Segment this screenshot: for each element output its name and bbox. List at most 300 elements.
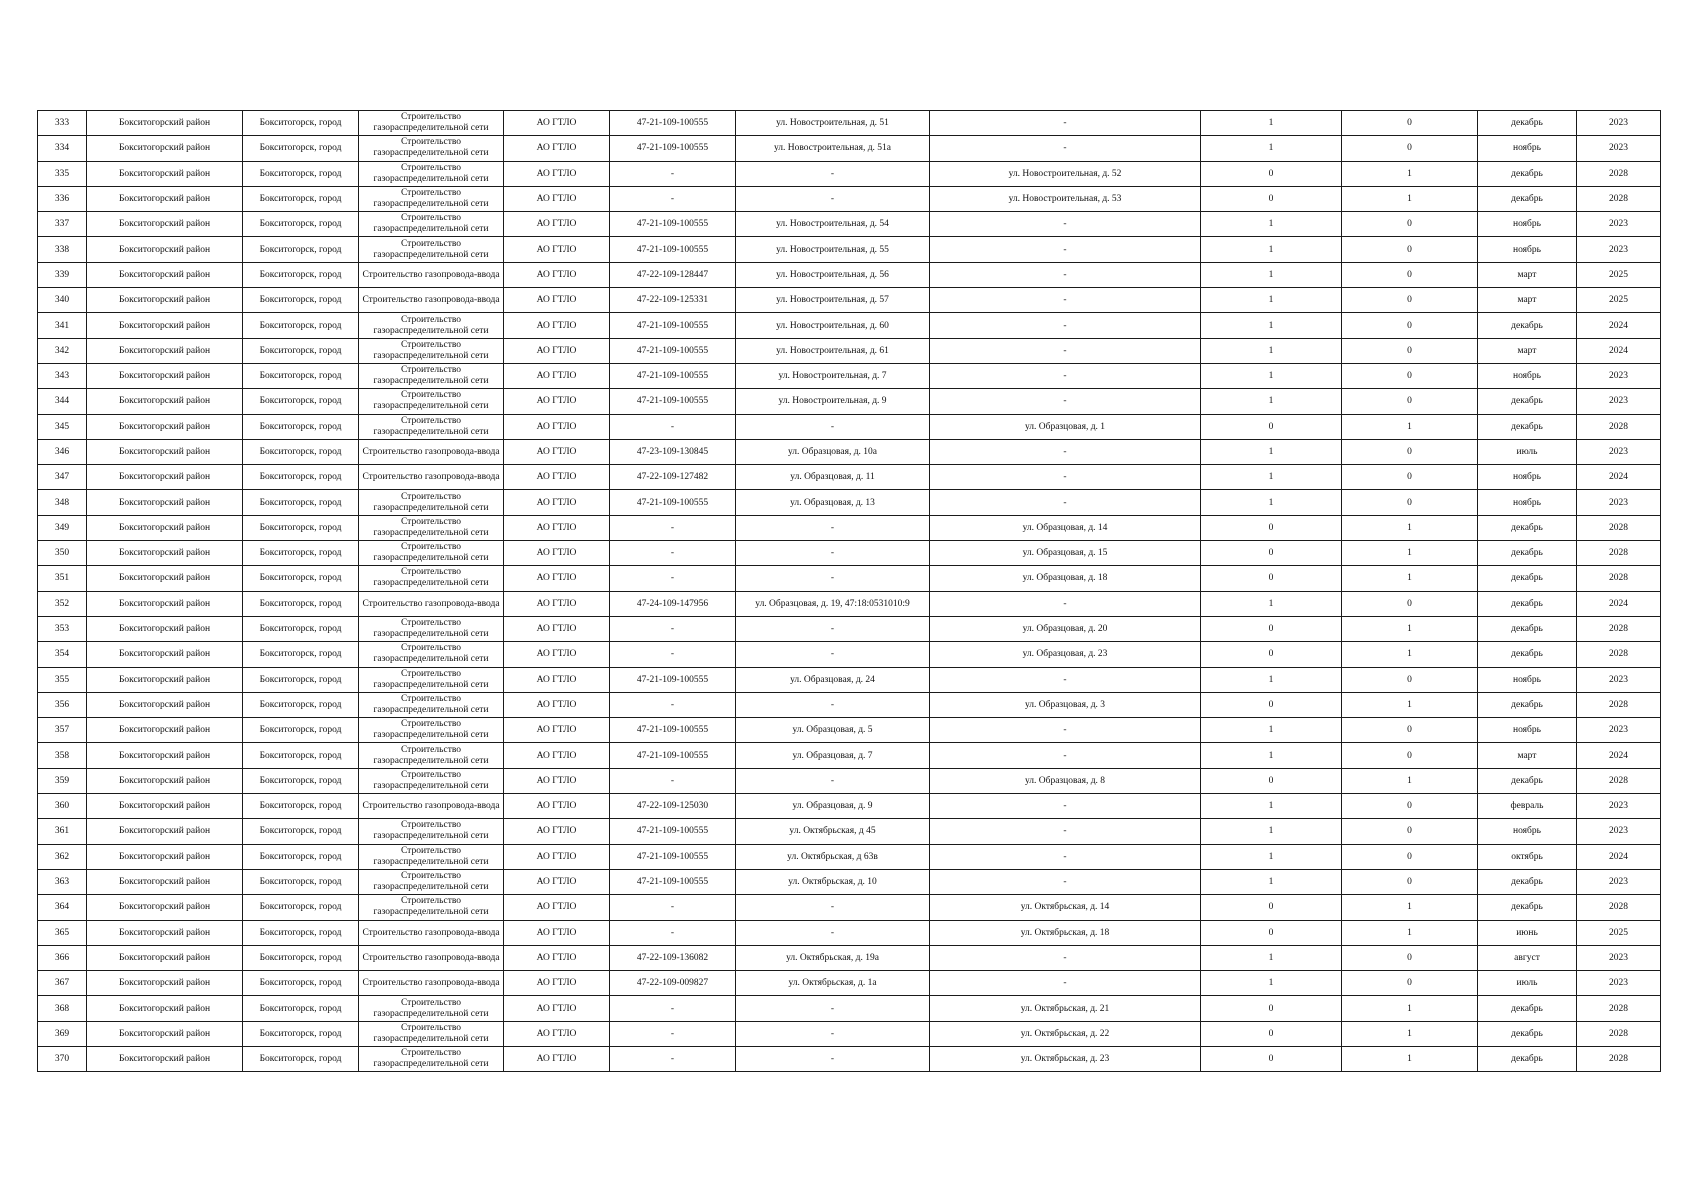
table-row bbox=[38, 743, 1661, 768]
organization-cell: АО ГТЛО bbox=[504, 389, 610, 414]
row-number-cell: 336 bbox=[38, 186, 87, 211]
registry-number-cell: 47-21-109-100555 bbox=[610, 743, 736, 768]
address-planned-cell: - bbox=[930, 971, 1201, 996]
year-cell: 2024 bbox=[1577, 313, 1661, 338]
work-type-cell: Строительство газораспределительной сети bbox=[359, 566, 504, 591]
settlement-cell: Бокситогорск, город bbox=[243, 136, 359, 161]
address-connected-cell: ул. Новостроительная, д. 54 bbox=[736, 212, 930, 237]
settlement-cell: Бокситогорск, город bbox=[243, 186, 359, 211]
table-row bbox=[38, 591, 1661, 616]
registry-number-cell: 47-21-109-100555 bbox=[610, 237, 736, 262]
count-planned-cell: 1 bbox=[1342, 541, 1478, 566]
month-cell: ноябрь bbox=[1478, 237, 1577, 262]
count-connected-cell: 0 bbox=[1201, 996, 1342, 1021]
work-type-cell: Строительство газораспределительной сети bbox=[359, 161, 504, 186]
work-type-cell: Строительство газораспределительной сети bbox=[359, 718, 504, 743]
count-planned-cell: 1 bbox=[1342, 768, 1478, 793]
month-cell: ноябрь bbox=[1478, 819, 1577, 844]
table-row bbox=[38, 996, 1661, 1021]
count-planned-cell: 1 bbox=[1342, 996, 1478, 1021]
count-planned-cell: 0 bbox=[1342, 743, 1478, 768]
settlement-cell: Бокситогорск, город bbox=[243, 212, 359, 237]
year-cell: 2028 bbox=[1577, 161, 1661, 186]
row-number-cell: 357 bbox=[38, 718, 87, 743]
work-type-cell: Строительство газораспределительной сети bbox=[359, 869, 504, 894]
year-cell: 2028 bbox=[1577, 1046, 1661, 1071]
row-number-cell: 363 bbox=[38, 869, 87, 894]
table-row bbox=[38, 920, 1661, 945]
registry-number-cell: - bbox=[610, 768, 736, 793]
settlement-cell: Бокситогорск, город bbox=[243, 490, 359, 515]
row-number-cell: 350 bbox=[38, 541, 87, 566]
count-connected-cell: 1 bbox=[1201, 237, 1342, 262]
registry-number-cell: - bbox=[610, 616, 736, 641]
month-cell: декабрь bbox=[1478, 768, 1577, 793]
count-connected-cell: 1 bbox=[1201, 819, 1342, 844]
organization-cell: АО ГТЛО bbox=[504, 920, 610, 945]
registry-number-cell: 47-21-109-100555 bbox=[610, 389, 736, 414]
registry-number-cell: - bbox=[610, 186, 736, 211]
organization-cell: АО ГТЛО bbox=[504, 1046, 610, 1071]
count-connected-cell: 0 bbox=[1201, 186, 1342, 211]
settlement-cell: Бокситогорск, город bbox=[243, 743, 359, 768]
count-planned-cell: 0 bbox=[1342, 288, 1478, 313]
month-cell: декабрь bbox=[1478, 1046, 1577, 1071]
table-row bbox=[38, 186, 1661, 211]
registry-number-cell: - bbox=[610, 895, 736, 920]
row-number-cell: 337 bbox=[38, 212, 87, 237]
year-cell: 2023 bbox=[1577, 237, 1661, 262]
registry-number-cell: 47-23-109-130845 bbox=[610, 439, 736, 464]
row-number-cell: 335 bbox=[38, 161, 87, 186]
year-cell: 2028 bbox=[1577, 1021, 1661, 1046]
settlement-cell: Бокситогорск, город bbox=[243, 692, 359, 717]
count-connected-cell: 1 bbox=[1201, 111, 1342, 136]
table-row bbox=[38, 541, 1661, 566]
district-cell: Бокситогорский район bbox=[87, 743, 243, 768]
count-connected-cell: 1 bbox=[1201, 490, 1342, 515]
year-cell: 2023 bbox=[1577, 389, 1661, 414]
count-connected-cell: 0 bbox=[1201, 692, 1342, 717]
address-connected-cell: - bbox=[736, 768, 930, 793]
district-cell: Бокситогорский район bbox=[87, 111, 243, 136]
district-cell: Бокситогорский район bbox=[87, 616, 243, 641]
table-row bbox=[38, 869, 1661, 894]
address-planned-cell: ул. Образцовая, д. 1 bbox=[930, 414, 1201, 439]
month-cell: декабрь bbox=[1478, 1021, 1577, 1046]
work-type-cell: Строительство газопровода-ввода bbox=[359, 262, 504, 287]
organization-cell: АО ГТЛО bbox=[504, 490, 610, 515]
district-cell: Бокситогорский район bbox=[87, 819, 243, 844]
organization-cell: АО ГТЛО bbox=[504, 111, 610, 136]
work-type-cell: Строительство газораспределительной сети bbox=[359, 1046, 504, 1071]
address-connected-cell: - bbox=[736, 642, 930, 667]
count-connected-cell: 1 bbox=[1201, 743, 1342, 768]
address-planned-cell: - bbox=[930, 844, 1201, 869]
work-type-cell: Строительство газопровода-ввода bbox=[359, 971, 504, 996]
work-type-cell: Строительство газораспределительной сети bbox=[359, 1021, 504, 1046]
organization-cell: АО ГТЛО bbox=[504, 844, 610, 869]
organization-cell: АО ГТЛО bbox=[504, 212, 610, 237]
district-cell: Бокситогорский район bbox=[87, 212, 243, 237]
district-cell: Бокситогорский район bbox=[87, 363, 243, 388]
year-cell: 2025 bbox=[1577, 288, 1661, 313]
settlement-cell: Бокситогорск, город bbox=[243, 718, 359, 743]
settlement-cell: Бокситогорск, город bbox=[243, 439, 359, 464]
count-planned-cell: 0 bbox=[1342, 844, 1478, 869]
table-row bbox=[38, 515, 1661, 540]
month-cell: декабрь bbox=[1478, 414, 1577, 439]
table-row bbox=[38, 1046, 1661, 1071]
address-connected-cell: ул. Новостроительная, д. 57 bbox=[736, 288, 930, 313]
month-cell: ноябрь bbox=[1478, 718, 1577, 743]
organization-cell: АО ГТЛО bbox=[504, 439, 610, 464]
table-row bbox=[38, 667, 1661, 692]
year-cell: 2023 bbox=[1577, 945, 1661, 970]
settlement-cell: Бокситогорск, город bbox=[243, 262, 359, 287]
address-planned-cell: - bbox=[930, 465, 1201, 490]
work-type-cell: Строительство газораспределительной сети bbox=[359, 338, 504, 363]
count-connected-cell: 0 bbox=[1201, 768, 1342, 793]
address-connected-cell: - bbox=[736, 996, 930, 1021]
year-cell: 2023 bbox=[1577, 111, 1661, 136]
table-row bbox=[38, 161, 1661, 186]
work-type-cell: Строительство газораспределительной сети bbox=[359, 237, 504, 262]
year-cell: 2023 bbox=[1577, 794, 1661, 819]
count-connected-cell: 1 bbox=[1201, 389, 1342, 414]
address-connected-cell: - bbox=[736, 414, 930, 439]
count-connected-cell: 1 bbox=[1201, 313, 1342, 338]
count-planned-cell: 1 bbox=[1342, 414, 1478, 439]
settlement-cell: Бокситогорск, город bbox=[243, 616, 359, 641]
year-cell: 2028 bbox=[1577, 768, 1661, 793]
address-planned-cell: ул. Новостроительная, д. 53 bbox=[930, 186, 1201, 211]
district-cell: Бокситогорский район bbox=[87, 1021, 243, 1046]
work-type-cell: Строительство газопровода-ввода bbox=[359, 288, 504, 313]
address-planned-cell: - bbox=[930, 237, 1201, 262]
work-type-cell: Строительство газораспределительной сети bbox=[359, 363, 504, 388]
row-number-cell: 361 bbox=[38, 819, 87, 844]
address-connected-cell: ул. Октябрьская, д. 1а bbox=[736, 971, 930, 996]
count-planned-cell: 0 bbox=[1342, 794, 1478, 819]
district-cell: Бокситогорский район bbox=[87, 591, 243, 616]
work-type-cell: Строительство газораспределительной сети bbox=[359, 844, 504, 869]
settlement-cell: Бокситогорск, город bbox=[243, 288, 359, 313]
address-connected-cell: ул. Новостроительная, д. 51а bbox=[736, 136, 930, 161]
year-cell: 2023 bbox=[1577, 439, 1661, 464]
count-planned-cell: 0 bbox=[1342, 667, 1478, 692]
table-row bbox=[38, 414, 1661, 439]
month-cell: декабрь bbox=[1478, 566, 1577, 591]
address-planned-cell: ул. Октябрьская, д. 22 bbox=[930, 1021, 1201, 1046]
count-planned-cell: 1 bbox=[1342, 895, 1478, 920]
row-number-cell: 364 bbox=[38, 895, 87, 920]
count-connected-cell: 1 bbox=[1201, 971, 1342, 996]
count-connected-cell: 1 bbox=[1201, 212, 1342, 237]
count-connected-cell: 0 bbox=[1201, 161, 1342, 186]
registry-number-cell: 47-21-109-100555 bbox=[610, 136, 736, 161]
district-cell: Бокситогорский район bbox=[87, 136, 243, 161]
table-row bbox=[38, 490, 1661, 515]
count-planned-cell: 1 bbox=[1342, 616, 1478, 641]
count-planned-cell: 1 bbox=[1342, 515, 1478, 540]
settlement-cell: Бокситогорск, город bbox=[243, 971, 359, 996]
row-number-cell: 341 bbox=[38, 313, 87, 338]
schedule-table bbox=[37, 110, 1661, 1072]
month-cell: август bbox=[1478, 945, 1577, 970]
address-planned-cell: - bbox=[930, 338, 1201, 363]
work-type-cell: Строительство газораспределительной сети bbox=[359, 895, 504, 920]
month-cell: декабрь bbox=[1478, 895, 1577, 920]
registry-number-cell: 47-22-109-136082 bbox=[610, 945, 736, 970]
registry-number-cell: 47-21-109-100555 bbox=[610, 338, 736, 363]
table-row bbox=[38, 237, 1661, 262]
year-cell: 2023 bbox=[1577, 971, 1661, 996]
registry-number-cell: - bbox=[610, 541, 736, 566]
row-number-cell: 370 bbox=[38, 1046, 87, 1071]
count-connected-cell: 1 bbox=[1201, 136, 1342, 161]
registry-number-cell: 47-21-109-100555 bbox=[610, 869, 736, 894]
registry-number-cell: 47-21-109-100555 bbox=[610, 844, 736, 869]
organization-cell: АО ГТЛО bbox=[504, 515, 610, 540]
registry-number-cell: - bbox=[610, 1021, 736, 1046]
row-number-cell: 346 bbox=[38, 439, 87, 464]
address-planned-cell: ул. Новостроительная, д. 52 bbox=[930, 161, 1201, 186]
count-planned-cell: 0 bbox=[1342, 490, 1478, 515]
district-cell: Бокситогорский район bbox=[87, 161, 243, 186]
registry-number-cell: - bbox=[610, 414, 736, 439]
district-cell: Бокситогорский район bbox=[87, 945, 243, 970]
row-number-cell: 367 bbox=[38, 971, 87, 996]
address-connected-cell: - bbox=[736, 895, 930, 920]
month-cell: ноябрь bbox=[1478, 667, 1577, 692]
row-number-cell: 362 bbox=[38, 844, 87, 869]
row-number-cell: 334 bbox=[38, 136, 87, 161]
settlement-cell: Бокситогорск, город bbox=[243, 920, 359, 945]
count-planned-cell: 0 bbox=[1342, 945, 1478, 970]
settlement-cell: Бокситогорск, город bbox=[243, 667, 359, 692]
address-connected-cell: ул. Образцовая, д. 5 bbox=[736, 718, 930, 743]
row-number-cell: 345 bbox=[38, 414, 87, 439]
work-type-cell: Строительство газораспределительной сети bbox=[359, 616, 504, 641]
organization-cell: АО ГТЛО bbox=[504, 718, 610, 743]
registry-number-cell: 47-24-109-147956 bbox=[610, 591, 736, 616]
table-row bbox=[38, 616, 1661, 641]
address-connected-cell: - bbox=[736, 515, 930, 540]
address-planned-cell: - bbox=[930, 743, 1201, 768]
work-type-cell: Строительство газораспределительной сети bbox=[359, 186, 504, 211]
row-number-cell: 338 bbox=[38, 237, 87, 262]
work-type-cell: Строительство газораспределительной сети bbox=[359, 768, 504, 793]
year-cell: 2023 bbox=[1577, 363, 1661, 388]
district-cell: Бокситогорский район bbox=[87, 338, 243, 363]
month-cell: июль bbox=[1478, 439, 1577, 464]
district-cell: Бокситогорский район bbox=[87, 1046, 243, 1071]
organization-cell: АО ГТЛО bbox=[504, 869, 610, 894]
registry-number-cell: - bbox=[610, 566, 736, 591]
settlement-cell: Бокситогорск, город bbox=[243, 465, 359, 490]
year-cell: 2023 bbox=[1577, 819, 1661, 844]
address-planned-cell: ул. Образцовая, д. 15 bbox=[930, 541, 1201, 566]
address-connected-cell: - bbox=[736, 566, 930, 591]
district-cell: Бокситогорский район bbox=[87, 768, 243, 793]
registry-number-cell: - bbox=[610, 692, 736, 717]
row-number-cell: 340 bbox=[38, 288, 87, 313]
settlement-cell: Бокситогорск, город bbox=[243, 996, 359, 1021]
work-type-cell: Строительство газораспределительной сети bbox=[359, 819, 504, 844]
row-number-cell: 366 bbox=[38, 945, 87, 970]
registry-number-cell: - bbox=[610, 161, 736, 186]
month-cell: декабрь bbox=[1478, 111, 1577, 136]
organization-cell: АО ГТЛО bbox=[504, 692, 610, 717]
count-connected-cell: 1 bbox=[1201, 363, 1342, 388]
year-cell: 2024 bbox=[1577, 743, 1661, 768]
organization-cell: АО ГТЛО bbox=[504, 971, 610, 996]
month-cell: март bbox=[1478, 262, 1577, 287]
month-cell: декабрь bbox=[1478, 541, 1577, 566]
address-connected-cell: ул. Образцовая, д. 13 bbox=[736, 490, 930, 515]
table-row bbox=[38, 768, 1661, 793]
count-planned-cell: 0 bbox=[1342, 313, 1478, 338]
address-planned-cell: ул. Октябрьская, д. 23 bbox=[930, 1046, 1201, 1071]
year-cell: 2028 bbox=[1577, 541, 1661, 566]
month-cell: декабрь bbox=[1478, 692, 1577, 717]
district-cell: Бокситогорский район bbox=[87, 465, 243, 490]
address-connected-cell: ул. Образцовая, д. 7 bbox=[736, 743, 930, 768]
row-number-cell: 365 bbox=[38, 920, 87, 945]
count-connected-cell: 0 bbox=[1201, 895, 1342, 920]
count-planned-cell: 0 bbox=[1342, 389, 1478, 414]
table-row bbox=[38, 895, 1661, 920]
count-connected-cell: 0 bbox=[1201, 414, 1342, 439]
year-cell: 2024 bbox=[1577, 465, 1661, 490]
organization-cell: АО ГТЛО bbox=[504, 136, 610, 161]
table-row bbox=[38, 212, 1661, 237]
month-cell: декабрь bbox=[1478, 869, 1577, 894]
address-connected-cell: ул. Октябрьская, д. 19а bbox=[736, 945, 930, 970]
row-number-cell: 356 bbox=[38, 692, 87, 717]
settlement-cell: Бокситогорск, город bbox=[243, 389, 359, 414]
table-row bbox=[38, 136, 1661, 161]
count-planned-cell: 0 bbox=[1342, 869, 1478, 894]
row-number-cell: 368 bbox=[38, 996, 87, 1021]
organization-cell: АО ГТЛО bbox=[504, 338, 610, 363]
district-cell: Бокситогорский район bbox=[87, 237, 243, 262]
count-connected-cell: 0 bbox=[1201, 1021, 1342, 1046]
month-cell: декабрь bbox=[1478, 389, 1577, 414]
year-cell: 2028 bbox=[1577, 692, 1661, 717]
month-cell: март bbox=[1478, 338, 1577, 363]
address-planned-cell: ул. Образцовая, д. 14 bbox=[930, 515, 1201, 540]
address-connected-cell: ул. Образцовая, д. 11 bbox=[736, 465, 930, 490]
row-number-cell: 359 bbox=[38, 768, 87, 793]
count-planned-cell: 0 bbox=[1342, 591, 1478, 616]
table-row bbox=[38, 945, 1661, 970]
table-row bbox=[38, 794, 1661, 819]
count-planned-cell: 0 bbox=[1342, 136, 1478, 161]
address-planned-cell: ул. Октябрьская, д. 21 bbox=[930, 996, 1201, 1021]
organization-cell: АО ГТЛО bbox=[504, 566, 610, 591]
count-connected-cell: 0 bbox=[1201, 920, 1342, 945]
work-type-cell: Строительство газораспределительной сети bbox=[359, 692, 504, 717]
district-cell: Бокситогорский район bbox=[87, 389, 243, 414]
row-number-cell: 358 bbox=[38, 743, 87, 768]
count-connected-cell: 1 bbox=[1201, 667, 1342, 692]
year-cell: 2024 bbox=[1577, 844, 1661, 869]
registry-number-cell: 47-21-109-100555 bbox=[610, 313, 736, 338]
row-number-cell: 342 bbox=[38, 338, 87, 363]
address-connected-cell: ул. Новостроительная, д. 9 bbox=[736, 389, 930, 414]
month-cell: декабрь bbox=[1478, 591, 1577, 616]
count-planned-cell: 1 bbox=[1342, 161, 1478, 186]
registry-number-cell: - bbox=[610, 920, 736, 945]
settlement-cell: Бокситогорск, город bbox=[243, 111, 359, 136]
settlement-cell: Бокситогорск, город bbox=[243, 945, 359, 970]
address-connected-cell: ул. Новостроительная, д. 51 bbox=[736, 111, 930, 136]
district-cell: Бокситогорский район bbox=[87, 186, 243, 211]
count-connected-cell: 1 bbox=[1201, 465, 1342, 490]
work-type-cell: Строительство газопровода-ввода bbox=[359, 920, 504, 945]
count-planned-cell: 0 bbox=[1342, 338, 1478, 363]
table-row bbox=[38, 971, 1661, 996]
count-connected-cell: 1 bbox=[1201, 794, 1342, 819]
table-row bbox=[38, 338, 1661, 363]
address-connected-cell: ул. Новостроительная, д. 55 bbox=[736, 237, 930, 262]
district-cell: Бокситогорский район bbox=[87, 794, 243, 819]
count-connected-cell: 1 bbox=[1201, 869, 1342, 894]
count-planned-cell: 1 bbox=[1342, 920, 1478, 945]
month-cell: декабрь bbox=[1478, 515, 1577, 540]
address-planned-cell: ул. Образцовая, д. 23 bbox=[930, 642, 1201, 667]
count-planned-cell: 1 bbox=[1342, 186, 1478, 211]
district-cell: Бокситогорский район bbox=[87, 667, 243, 692]
registry-number-cell: 47-21-109-100555 bbox=[610, 667, 736, 692]
count-connected-cell: 1 bbox=[1201, 945, 1342, 970]
address-planned-cell: - bbox=[930, 288, 1201, 313]
work-type-cell: Строительство газораспределительной сети bbox=[359, 515, 504, 540]
organization-cell: АО ГТЛО bbox=[504, 313, 610, 338]
address-planned-cell: - bbox=[930, 945, 1201, 970]
year-cell: 2028 bbox=[1577, 186, 1661, 211]
table-row bbox=[38, 313, 1661, 338]
address-connected-cell: - bbox=[736, 186, 930, 211]
count-connected-cell: 1 bbox=[1201, 439, 1342, 464]
count-planned-cell: 0 bbox=[1342, 439, 1478, 464]
address-connected-cell: ул. Октябрьская, д 63в bbox=[736, 844, 930, 869]
registry-number-cell: - bbox=[610, 1046, 736, 1071]
organization-cell: АО ГТЛО bbox=[504, 591, 610, 616]
count-connected-cell: 1 bbox=[1201, 288, 1342, 313]
settlement-cell: Бокситогорск, город bbox=[243, 869, 359, 894]
district-cell: Бокситогорский район bbox=[87, 414, 243, 439]
district-cell: Бокситогорский район bbox=[87, 718, 243, 743]
registry-number-cell: 47-22-109-128447 bbox=[610, 262, 736, 287]
count-connected-cell: 1 bbox=[1201, 338, 1342, 363]
address-planned-cell: ул. Образцовая, д. 3 bbox=[930, 692, 1201, 717]
registry-number-cell: 47-21-109-100555 bbox=[610, 212, 736, 237]
work-type-cell: Строительство газораспределительной сети bbox=[359, 389, 504, 414]
count-planned-cell: 0 bbox=[1342, 212, 1478, 237]
settlement-cell: Бокситогорск, город bbox=[243, 363, 359, 388]
address-planned-cell: - bbox=[930, 136, 1201, 161]
year-cell: 2028 bbox=[1577, 996, 1661, 1021]
settlement-cell: Бокситогорск, город bbox=[243, 566, 359, 591]
settlement-cell: Бокситогорск, город bbox=[243, 515, 359, 540]
table-row bbox=[38, 566, 1661, 591]
count-planned-cell: 0 bbox=[1342, 237, 1478, 262]
table-row bbox=[38, 1021, 1661, 1046]
address-planned-cell: ул. Образцовая, д. 18 bbox=[930, 566, 1201, 591]
